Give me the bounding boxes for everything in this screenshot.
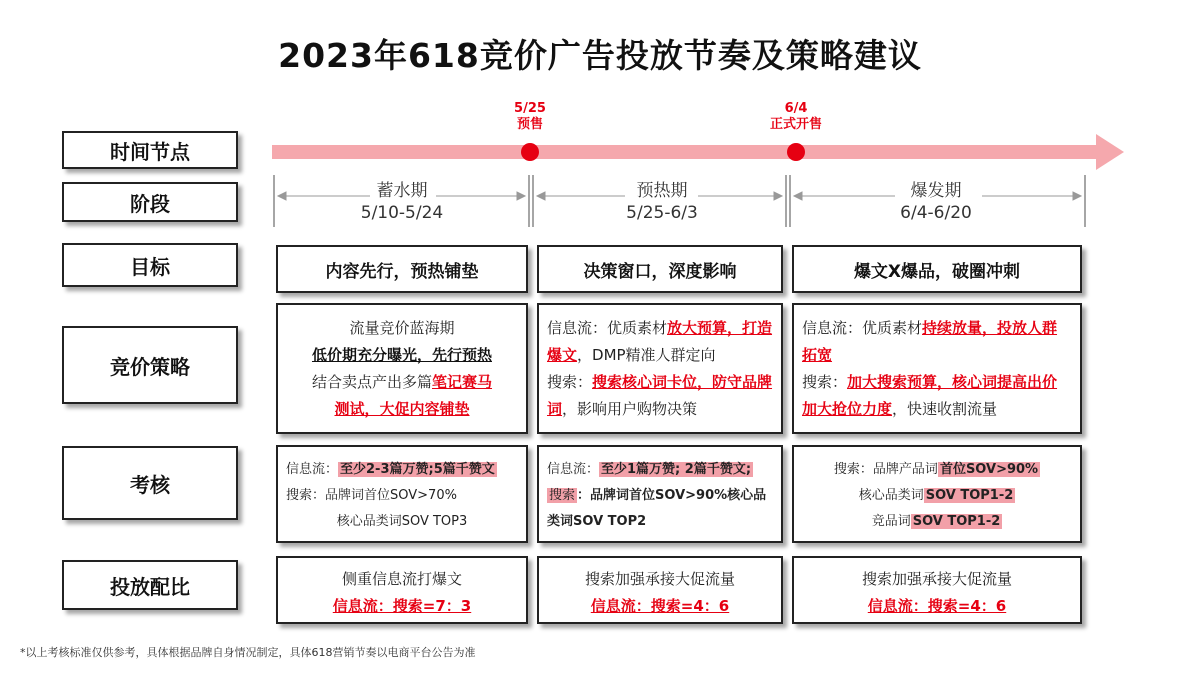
milestone-label: 预售 [516, 117, 543, 132]
row-label-stage: 阶段 [62, 182, 238, 222]
ratio-cell-1 [276, 556, 528, 624]
ratio-desc: 搜索加强承接大促流量 [861, 570, 1012, 588]
row-label-strategy: 竞价策略 [62, 326, 238, 404]
kpi-highlight: 至少2-3篇万赞;5篇千赞文 [340, 462, 495, 477]
phase-dates: 5/25-6/3 [626, 203, 698, 223]
phase-2 [614, 180, 710, 224]
kpi-highlight: 搜索 [549, 488, 576, 503]
phase-name: 蓄水期 [376, 181, 428, 201]
ratio-desc: 侧重信息流打爆文 [341, 570, 462, 588]
timeline-arrow-bar [272, 145, 1098, 159]
kpi-cell-3 [792, 445, 1082, 543]
kpi-text: 核心品类词SOV TOP3 [336, 514, 468, 529]
ratio-value: 信息流：搜索=4：6 [590, 597, 730, 615]
milestone-date: 6/4 [784, 101, 808, 116]
strategy-text: 搜索： [547, 373, 593, 391]
strategy-cell-2 [537, 303, 783, 434]
goal-cell-1: 内容先行，预热铺垫 [276, 245, 528, 293]
phase-dates: 6/4-6/20 [900, 203, 972, 223]
row-label-kpi: 考核 [62, 446, 238, 520]
strategy-text: 搜索： [802, 373, 848, 391]
phase-3 [888, 180, 984, 224]
phase-name: 爆发期 [910, 181, 962, 201]
phase-1 [354, 180, 450, 224]
strategy-cell-1 [276, 303, 528, 434]
strategy-text: 信息流：优质素材 [802, 319, 923, 337]
footnote: *以上考核标准仅供参考，具体根据品牌自身情况制定，具体618营销节奏以电商平台公告为准 [20, 646, 476, 659]
kpi-highlight: SOV TOP1-2 [912, 514, 1001, 529]
strategy-highlight: 放大预算，打造爆文 [547, 319, 773, 364]
phase-name: 预热期 [636, 181, 688, 201]
row-label-goal: 目标 [62, 243, 238, 287]
milestone-label: 正式开售 [769, 117, 822, 132]
kpi-text: 竞品词 [871, 514, 911, 529]
strategy-highlight: 测试，大促内容铺垫 [334, 400, 470, 418]
strategy-cell-3 [792, 303, 1082, 434]
kpi-text: 搜索：品牌产品词 [833, 462, 938, 477]
kpi-highlight: 至少1篇万赞; 2篇千赞文; [601, 462, 752, 477]
ratio-cell-2 [537, 556, 783, 624]
milestone-dot-1 [521, 143, 539, 161]
strategy-text: 结合卖点产出多篇 [311, 373, 432, 391]
kpi-cell-1 [276, 445, 528, 543]
kpi-text: 信息流： [286, 462, 339, 477]
strategy-emphasis: 低价期充分曝光，先行预热 [311, 346, 492, 364]
kpi-text: ：品牌词首位SOV>90%核心品类词SOV TOP2 [547, 488, 767, 529]
milestone-launch [751, 101, 841, 133]
kpi-highlight: 首位SOV>90% [939, 462, 1039, 477]
ratio-desc: 搜索加强承接大促流量 [584, 570, 735, 588]
row-label-timepoint: 时间节点 [62, 131, 238, 169]
strategy-highlight: 搜索核心词卡位，防守品牌词 [547, 373, 773, 418]
milestone-date: 5/25 [514, 101, 546, 116]
kpi-text: 核心品类词 [858, 488, 924, 503]
kpi-cell-2 [537, 445, 783, 543]
page-title: 2023年618竞价广告投放节奏及策略建议 [278, 36, 922, 75]
goal-cell-3: 爆文X爆品，破圈冲刺 [792, 245, 1082, 293]
strategy-text: ，快速收割流量 [892, 400, 998, 418]
goal-cell-2: 决策窗口，深度影响 [537, 245, 783, 293]
kpi-text: 搜索：品牌词首位SOV>70% [286, 488, 457, 503]
milestone-presale [485, 101, 575, 133]
strategy-highlight: 笔记赛马 [432, 373, 493, 391]
strategy-highlight: 持续放量，投放人群拓宽 [802, 319, 1058, 364]
strategy-line: 流量竞价蓝海期 [349, 319, 455, 337]
ratio-value: 信息流：搜索=4：6 [867, 597, 1007, 615]
strategy-text: ，影响用户购物决策 [562, 400, 698, 418]
kpi-text: 信息流： [547, 462, 600, 477]
row-label-ratio: 投放配比 [62, 560, 238, 610]
strategy-text: ，DMP精准人群定向 [577, 346, 716, 364]
strategy-highlight: 加大搜索预算，核心词提高出价加大抢位力度 [802, 373, 1058, 418]
ratio-value: 信息流：搜索=7：3 [332, 597, 472, 615]
strategy-text: 信息流：优质素材 [547, 319, 668, 337]
milestone-dot-2 [787, 143, 805, 161]
ratio-cell-3 [792, 556, 1082, 624]
phase-dates: 5/10-5/24 [360, 203, 444, 223]
kpi-highlight: SOV TOP1-2 [925, 488, 1014, 503]
timeline-arrow-head [1096, 134, 1124, 170]
